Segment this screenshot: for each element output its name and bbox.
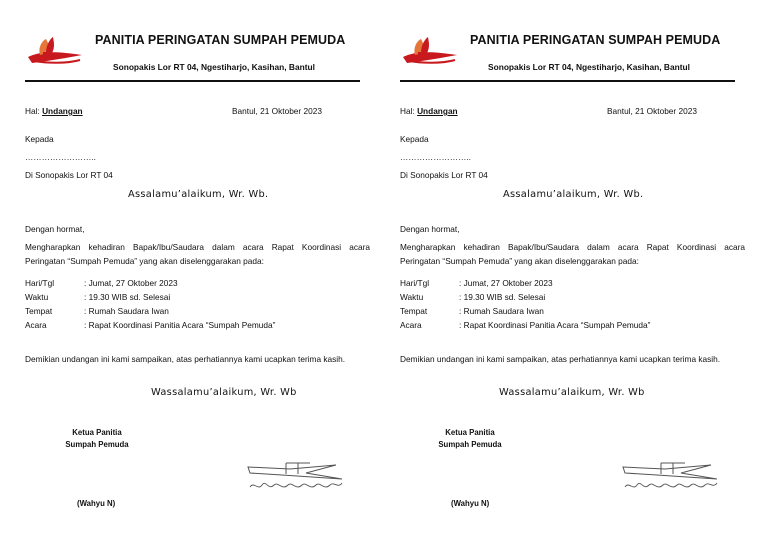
- closing-greeting: Wassalamu’alaikum, Wr. Wb: [151, 387, 297, 398]
- torch-logo-icon: [26, 33, 84, 69]
- signature-icon: [246, 461, 344, 495]
- signature-icon: [621, 461, 719, 495]
- closing-paragraph: Demikian undangan ini kami sampaikan, atas perhatiannya kami ucapkan terima kasih.: [25, 354, 346, 364]
- org-name: PANITIA PERINGATAN SUMPAH PEMUDA: [95, 33, 346, 47]
- detail-row: [25, 320, 275, 330]
- closing-paragraph: Demikian undangan ini kami sampaikan, atas perhatiannya kami ucapkan terima kasih.: [400, 354, 721, 364]
- detail-value: : Rumah Saudara Iwan: [84, 306, 169, 316]
- detail-value: : Rapat Koordinasi Panitia Acara “Sumpah Pemuda”: [459, 320, 651, 330]
- salutation: Dengan hormat,: [25, 224, 85, 234]
- detail-label: Acara: [400, 320, 422, 330]
- detail-value: : Rapat Koordinasi Panitia Acara “Sumpah Pemuda”: [84, 320, 276, 330]
- signer-title: [50, 427, 144, 451]
- header-divider: [400, 80, 735, 82]
- org-address: Sonopakis Lor RT 04, Ngestiharjo, Kasihan, Bantul: [488, 62, 690, 72]
- detail-label: Tempat: [400, 306, 428, 316]
- opening-greeting: Assalamu’alaikum, Wr. Wb.: [128, 189, 269, 200]
- detail-value: : 19.30 WIB sd. Selesai: [84, 292, 171, 302]
- subject-label: Hal:: [400, 106, 418, 116]
- subject: Undangan: [417, 106, 458, 116]
- subject: Undangan: [42, 106, 83, 116]
- detail-label: Hari/Tgl: [400, 278, 430, 288]
- subject-label: Hal:: [25, 106, 43, 116]
- to-blank: ……………………..: [400, 152, 471, 162]
- signer-name: (Wahyu N): [451, 499, 490, 508]
- opening-greeting: Assalamu’alaikum, Wr. Wb.: [503, 189, 644, 200]
- detail-row: [400, 278, 553, 288]
- detail-row: [25, 278, 178, 288]
- signer-title-line-1: Ketua Panitia: [445, 428, 495, 437]
- to-address: Di Sonopakis Lor RT 04: [400, 170, 488, 180]
- detail-row: [400, 292, 545, 302]
- to-address: Di Sonopakis Lor RT 04: [25, 170, 113, 180]
- detail-label: Waktu: [400, 292, 424, 302]
- salutation: Dengan hormat,: [400, 224, 460, 234]
- closing-greeting: Wassalamu’alaikum, Wr. Wb: [499, 387, 645, 398]
- org-address: Sonopakis Lor RT 04, Ngestiharjo, Kasihan, Bantul: [113, 62, 315, 72]
- detail-label: Tempat: [25, 306, 53, 316]
- body-paragraph: Mengharapkan kehadiran Bapak/Ibu/Saudara dalam acara Rapat Koordinasi acara Peringatan “Sumpah Pemuda” yang akan diselenggarakan pada:: [400, 242, 745, 266]
- detail-value: : 19.30 WIB sd. Selesai: [459, 292, 546, 302]
- signer-title: [423, 427, 517, 451]
- detail-value: : Rumah Saudara Iwan: [459, 306, 544, 316]
- detail-row: [25, 292, 170, 302]
- torch-logo-icon: [401, 33, 459, 69]
- letter-date: Bantul, 21 Oktober 2023: [607, 106, 697, 116]
- signer-title-line-2: Sumpah Pemuda: [65, 440, 129, 449]
- letter-date: Bantul, 21 Oktober 2023: [232, 106, 322, 116]
- detail-row: [400, 320, 650, 330]
- detail-value: : Jumat, 27 Oktober 2023: [84, 278, 178, 288]
- detail-label: Acara: [25, 320, 47, 330]
- detail-label: Waktu: [25, 292, 49, 302]
- signer-name: (Wahyu N): [77, 499, 116, 508]
- signer-title-line-1: Ketua Panitia: [72, 428, 122, 437]
- org-name: PANITIA PERINGATAN SUMPAH PEMUDA: [470, 33, 721, 47]
- header-divider: [25, 80, 360, 82]
- invitation-letter-right: [375, 0, 759, 543]
- to-label: Kepada: [400, 134, 429, 144]
- detail-label: Hari/Tgl: [25, 278, 55, 288]
- detail-row: [25, 306, 169, 316]
- detail-row: [400, 306, 544, 316]
- subject-line: [400, 107, 458, 115]
- to-blank: ……………………..: [25, 152, 96, 162]
- signer-title-line-2: Sumpah Pemuda: [438, 440, 502, 449]
- subject-line: [25, 107, 83, 115]
- to-label: Kepada: [25, 134, 54, 144]
- detail-value: : Jumat, 27 Oktober 2023: [459, 278, 553, 288]
- body-paragraph: Mengharapkan kehadiran Bapak/Ibu/Saudara dalam acara Rapat Koordinasi acara Peringatan “Sumpah Pemuda” yang akan diselenggarakan pada:: [25, 242, 370, 266]
